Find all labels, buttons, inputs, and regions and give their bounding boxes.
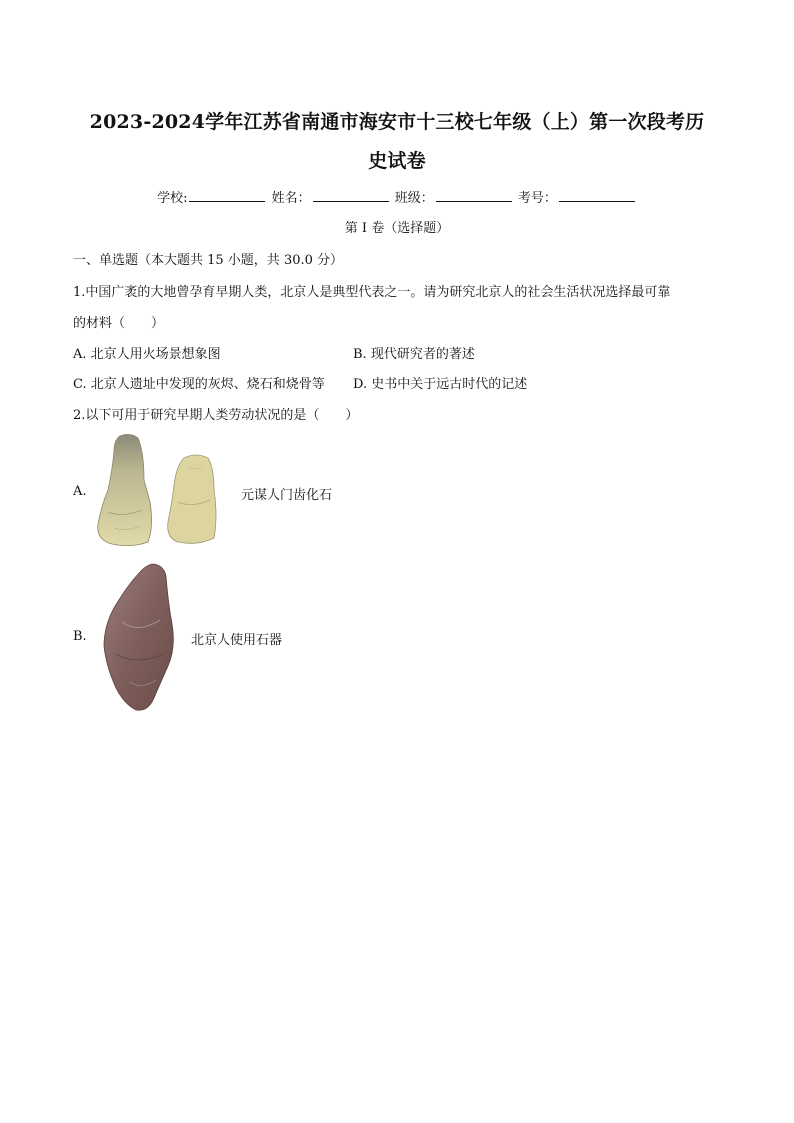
exam-title-line2: 史试卷 [368, 150, 426, 172]
school-label: 学校: [157, 191, 188, 206]
student-info-row [0, 187, 794, 206]
incisor-fossil-image [92, 432, 228, 550]
question-2-option-a-caption: 元谋人门齿化石 [241, 488, 333, 503]
question-2-option-a-label[interactable]: A. [73, 484, 87, 499]
question-2-option-b-label[interactable]: B. [73, 629, 87, 644]
section-heading: 一、单选题（本大题共 15 小题，共 30.0 分） [73, 253, 344, 268]
school-blank[interactable] [189, 189, 265, 202]
exam-number-blank[interactable] [559, 189, 635, 202]
exam-number-label: 考号： [517, 191, 557, 206]
question-1-option-b[interactable]: B. 现代研究者的著述 [353, 347, 475, 362]
stone-tool-image [102, 562, 178, 714]
right-tooth-fossil [168, 455, 216, 543]
name-label: 姓名： [271, 191, 311, 206]
name-blank[interactable] [313, 189, 389, 202]
question-1-stem-line1: 1.中国广袤的大地曾孕育早期人类，北京人是典型代表之一。请为研究北京人的社会生活状况选择最可靠 [73, 285, 671, 300]
class-blank[interactable] [436, 189, 512, 202]
question-1-option-d[interactable]: D. 史书中关于远古时代的记述 [353, 377, 528, 392]
question-2-stem: 2.以下可用于研究早期人类劳动状况的是（ ） [73, 408, 359, 423]
exam-title-line1: 2023-2024学年江苏省南通市海安市十三校七年级（上）第一次段考历 [89, 111, 705, 133]
question-1-option-c[interactable]: C. 北京人遗址中发现的灰烬、烧石和烧骨等 [73, 377, 325, 392]
volume-heading: 第 I 卷（选择题） [344, 221, 450, 236]
question-2-option-b-caption: 北京人使用石器 [191, 633, 283, 648]
question-1-option-a[interactable]: A. 北京人用火场景想象图 [73, 347, 221, 362]
class-label: 班级： [394, 191, 434, 206]
question-1-stem-line2: 的材料（ ） [73, 316, 165, 331]
left-tooth-fossil [98, 434, 152, 545]
